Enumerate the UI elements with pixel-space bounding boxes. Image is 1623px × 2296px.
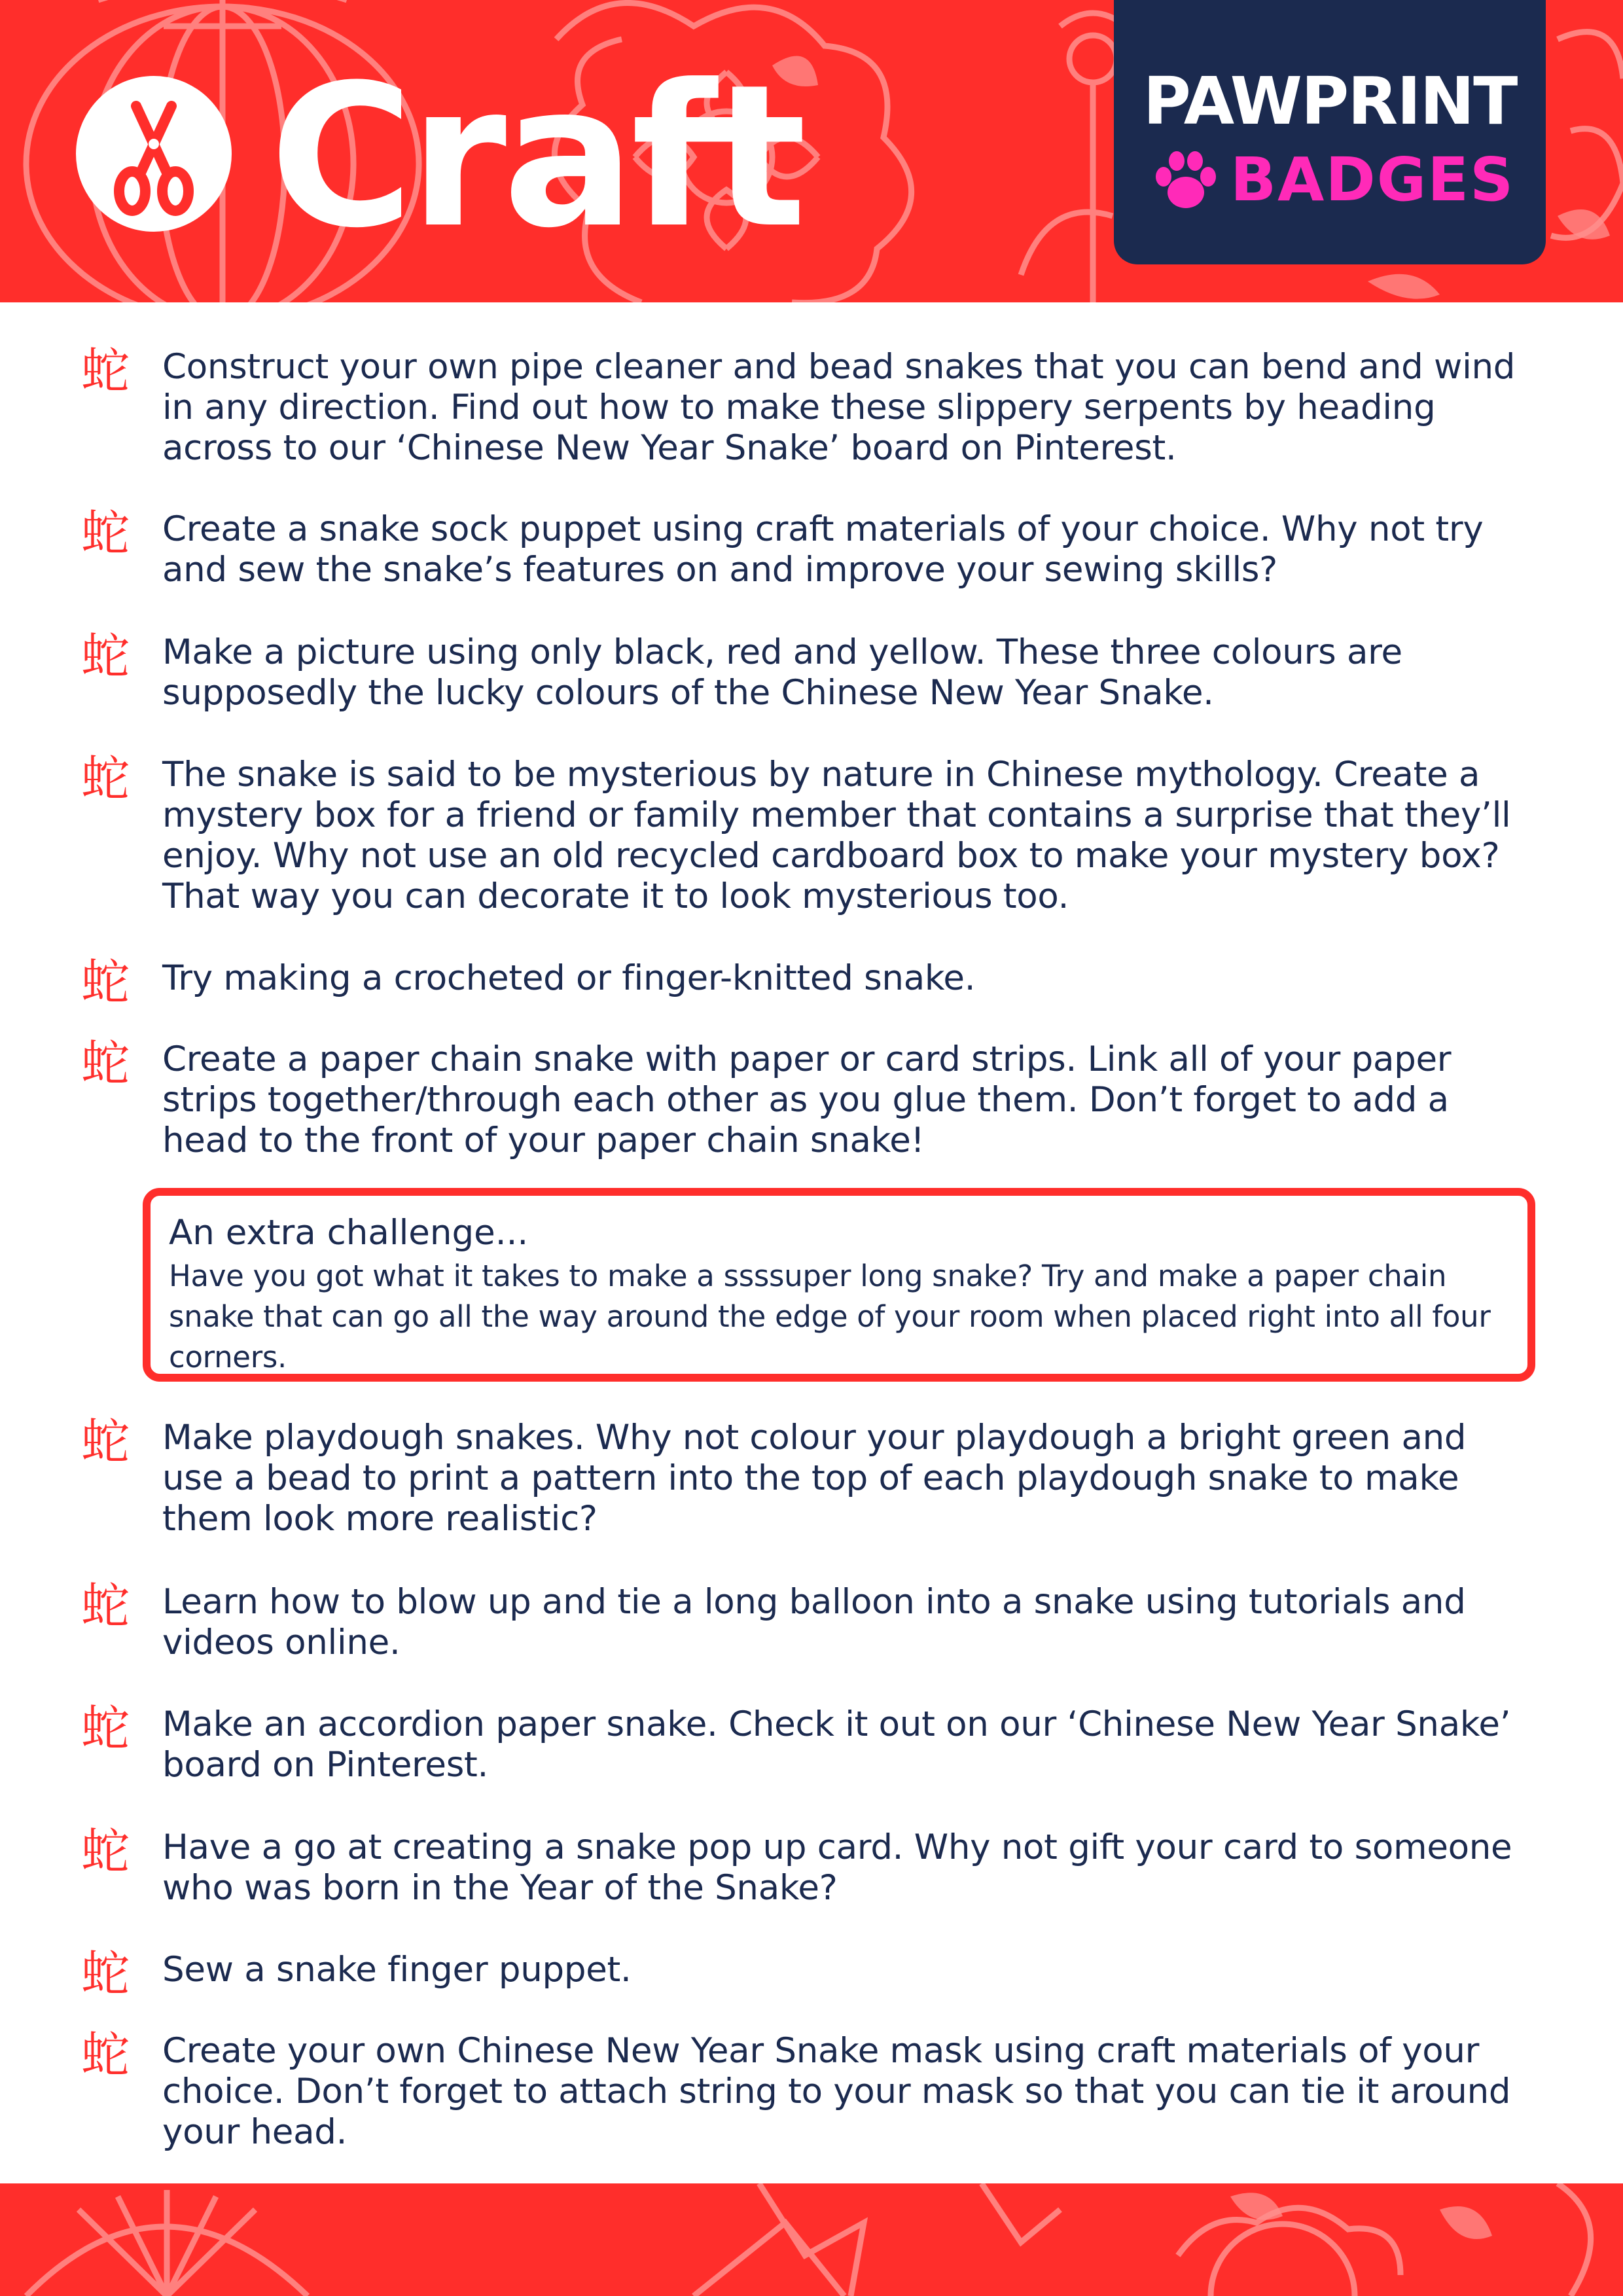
list-item-text: Make a picture using only black, red and yellow. These three colours are supposedly the lucky colours of the Chinese New Year Snake. [162, 632, 1402, 713]
snake-character-icon: 蛇 [81, 343, 130, 399]
header-banner [0, 0, 1623, 302]
logo-line-badges: BADGES [1230, 145, 1515, 215]
list-item-text: Create a paper chain snake with paper or card strips. Link all of your paper strips together/through each other as you glue them. Don’t forget to add a head to the front of your paper chain snake! [162, 1039, 1452, 1160]
challenge-body: Have you got what it takes to make a ssssuper long snake? Try and make a paper chain snake that can go all the way around the edge of your room when placed right into all four corners. [169, 1259, 1491, 1374]
scissors-icon [76, 76, 232, 232]
pawprint-badges-logo [1114, 0, 1546, 264]
list-item-text: Sew a snake finger puppet. [162, 1950, 632, 1990]
list-item-text: Learn how to blow up and tie a long balloon into a snake using tutorials and videos online. [162, 1582, 1466, 1662]
logo-line-pawprint: PAWPRINT [1143, 63, 1517, 139]
page-title: Craft [270, 43, 803, 271]
challenge-title: An extra challenge... [169, 1213, 529, 1253]
extra-challenge-box [143, 1188, 1535, 1382]
logo-line-badges-row [1153, 144, 1520, 216]
snake-character-icon: 蛇 [81, 751, 130, 807]
list-item-text: Have a go at creating a snake pop up card. Why not gift your card to someone who was born in the Year of the Snake? [162, 1827, 1512, 1908]
scissors-badge [76, 76, 232, 232]
snake-character-icon: 蛇 [81, 1700, 130, 1757]
list-item-text: Create your own Chinese New Year Snake mask using craft materials of your choice. Don’t forget to attach string to your mask so that you can tie it around your head. [162, 2031, 1511, 2152]
snake-character-icon: 蛇 [81, 505, 130, 562]
list-item-text: Make an accordion paper snake. Check it out on our ‘Chinese New Year Snake’ board on Pinterest. [162, 1704, 1511, 1785]
snake-character-icon: 蛇 [81, 1823, 130, 1880]
list-item-text: Try making a crocheted or finger-knitted snake. [162, 958, 976, 998]
footer-banner [0, 2183, 1623, 2296]
list-item-text: Construct your own pipe cleaner and bead snakes that you can bend and wind in any direction. Find out how to make these slippery serpents by heading across to our ‘Chinese New Year Snake’ board on Pinterest. [162, 347, 1516, 468]
list-item-text: The snake is said to be mysterious by nature in Chinese mythology. Create a mystery box for a friend or family member that contains a surprise that they’ll enjoy. Why not use an old recycled cardboard box to make your mystery box? That way you can decorate it to look mysterious too. [162, 755, 1511, 916]
snake-character-icon: 蛇 [81, 2027, 130, 2083]
list-item-text: Create a snake sock puppet using craft materials of your choice. Why not try and sew the snake’s features on and improve your sewing skills? [162, 509, 1484, 590]
paw-icon [1153, 149, 1219, 212]
snake-character-icon: 蛇 [81, 1414, 130, 1470]
list-item-text: Make playdough snakes. Why not colour your playdough a bright green and use a bead to print a pattern into the top of each playdough snake to make them look more realistic? [162, 1418, 1467, 1539]
snake-character-icon: 蛇 [81, 1035, 130, 1092]
snake-character-icon: 蛇 [81, 1578, 130, 1634]
snake-character-icon: 蛇 [81, 628, 130, 685]
snake-character-icon: 蛇 [81, 954, 130, 1011]
snake-character-icon: 蛇 [81, 1946, 130, 2002]
fan-flower-pattern [0, 2183, 1623, 2296]
